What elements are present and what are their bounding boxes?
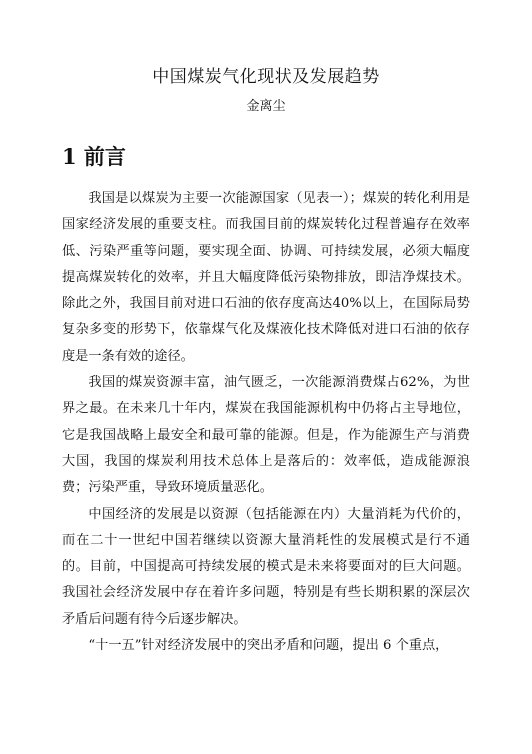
- paragraph-2: 我国的煤炭资源丰富，油气匮乏，一次能源消费煤占62%，为世界之最。在未来几十年内，煤炭在我国能源机构中仍将占主导地位，它是我国战略上最安全和最可靠的能源。但是，作为能源生产与消费大国，我国的煤炭利用技术总体上是落后的：效率低，造成能源浪费；污染严重，导致环境质量恶化。: [62, 375, 470, 496]
- author-name: 金离尘: [246, 99, 286, 114]
- paragraph-3: 中国经济的发展是以资源（包括能源在内）大量消耗为代价的，而在二十一世纪中国若继续以资源大量消耗性的发展模式是行不通的。目前，中国提高可持续发展的模式是未来将要面对的巨大问题。我国社会经济发展中存在着许多问题，特别是有些长期积累的深层次矛盾后问题有待今后逐步解决。: [62, 506, 470, 627]
- body-text: [62, 186, 470, 659]
- paragraph-1: 我国是以煤炭为主要一次能源国家（见表一）；煤炭的转化利用是国家经济发展的重要支柱。而我国目前的煤炭转化过程普遍存在效率低、污染严重等问题，要实现全面、协调、可持续发展，必须大幅度提高煤炭转化的效率，并且大幅度降低污染物排放，即洁净煤技术。除此之外，我国目前对进口石油的依存度高达40%以上，在国际局势复杂多变的形势下，依靠煤气化及煤液化技术降低对进口石油的依存度是一条有效的途径。: [62, 191, 470, 364]
- paragraph-4: “十一五”针对经济发展中的突出矛盾和问题，提出 6 个重点，: [88, 638, 449, 654]
- document-title: 中国煤炭气化现状及发展趋势: [152, 67, 380, 87]
- section-heading: 1 前言: [62, 144, 126, 169]
